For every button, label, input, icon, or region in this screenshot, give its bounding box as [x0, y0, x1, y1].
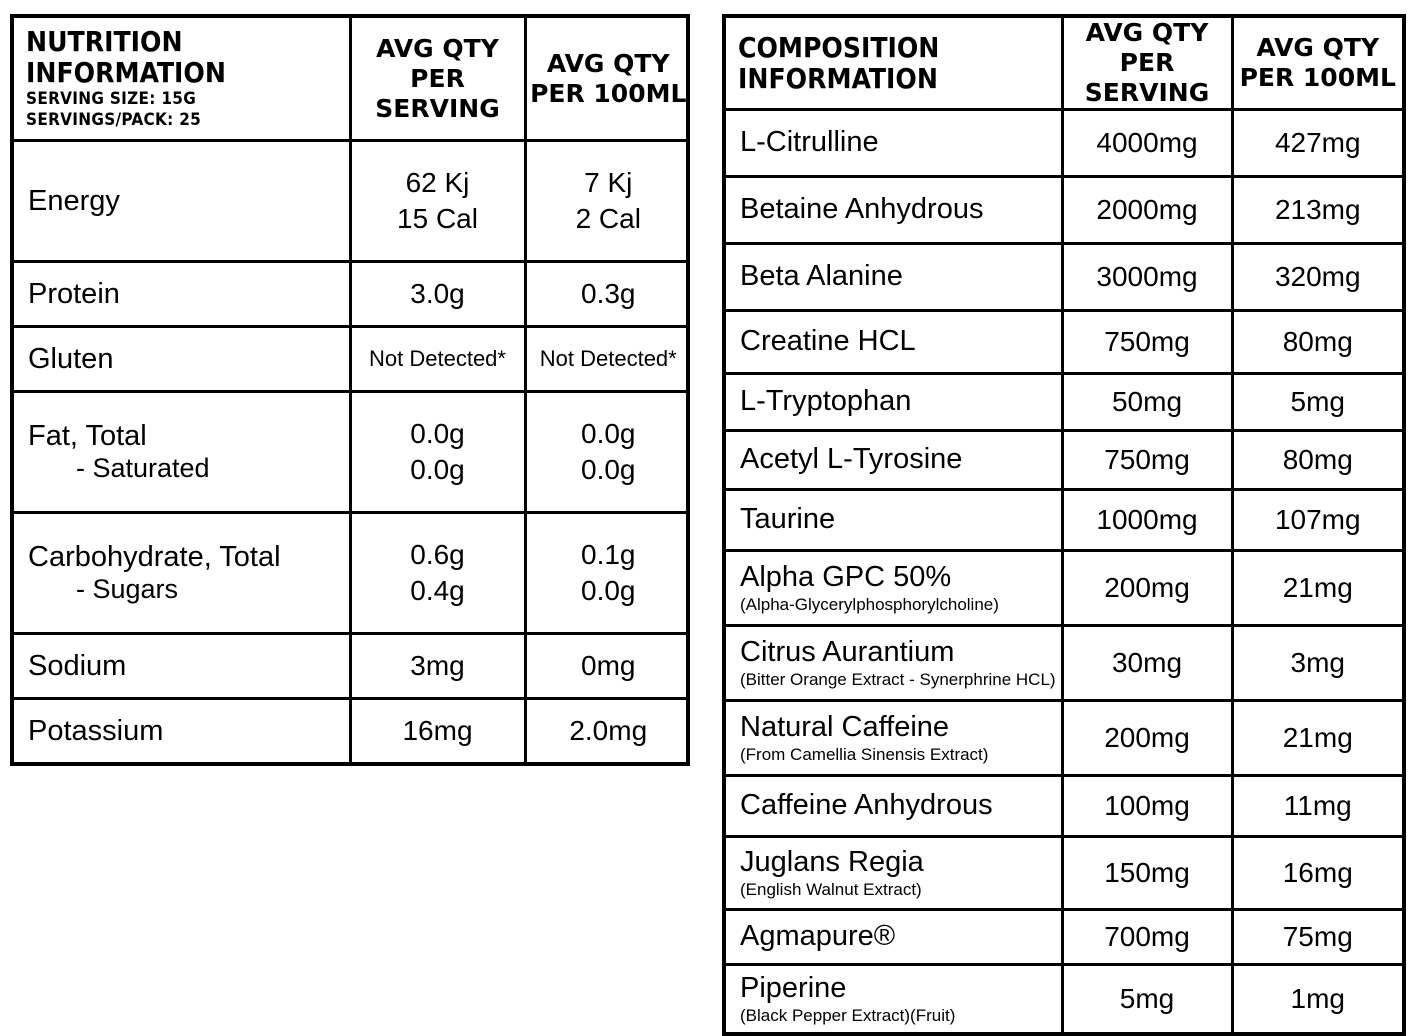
- label-line2: - Sugars: [76, 574, 179, 605]
- ingredient-name: Creatine HCL: [740, 325, 916, 358]
- ingredient-per-serving: 100mg: [1062, 776, 1232, 837]
- value-line1: 0.6g: [410, 538, 465, 570]
- nutrition-row-per-serving: 16mg: [350, 699, 525, 763]
- nutrition-row-label: Potassium: [14, 699, 350, 763]
- ingredient-per-100ml: 80mg: [1232, 311, 1402, 374]
- ingredient-per-100ml: 11mg: [1232, 776, 1402, 837]
- ingredient-per-serving: 4000mg: [1062, 110, 1232, 177]
- nutrition-row-per-100ml: [525, 141, 690, 262]
- table-row: [14, 392, 690, 513]
- composition-col-per-100ml-line1: AVG QTY: [1256, 33, 1380, 62]
- serving-size-text: SERVING SIZE: 15G: [26, 88, 197, 109]
- nutrition-col-per-serving-line2: PER SERVING: [375, 63, 500, 123]
- table-row: [14, 699, 690, 763]
- ingredient-per-serving: 5mg: [1062, 965, 1232, 1033]
- ingredient-name: Taurine: [740, 503, 836, 536]
- ingredient-note: (Alpha-Glycerylphosphorylcholine): [740, 594, 999, 614]
- table-row: [14, 634, 690, 699]
- label-line1: Fat, Total: [28, 420, 147, 453]
- ingredient-note: (From Camellia Sinensis Extract): [740, 744, 989, 764]
- ingredient-per-serving: 150mg: [1062, 837, 1232, 910]
- ingredient-per-100ml: 3mg: [1232, 626, 1402, 701]
- nutrition-row-per-100ml: Not Detected*: [525, 327, 690, 392]
- nutrition-row-per-100ml: 0.3g: [525, 262, 690, 327]
- composition-col-per-100ml: [1232, 18, 1402, 110]
- ingredient-name-cell: [726, 311, 1062, 374]
- nutrition-information-panel: [10, 14, 690, 766]
- ingredient-name-cell: [726, 776, 1062, 837]
- nutrition-row-label: Energy: [14, 141, 350, 262]
- table-row: [726, 311, 1402, 374]
- ingredient-name: Caffeine Anhydrous: [740, 789, 993, 822]
- composition-col-per-100ml-line2: PER 100ML: [1239, 63, 1396, 92]
- label-line1: Carbohydrate, Total: [28, 541, 281, 574]
- composition-col-per-serving: [1062, 18, 1232, 110]
- composition-title-cell: [726, 18, 1062, 110]
- ingredient-name-cell: [726, 177, 1062, 244]
- ingredient-name: L-Citrulline: [740, 126, 879, 159]
- nutrition-col-per-100ml: [525, 18, 690, 141]
- value-line2: 0.0g: [581, 575, 636, 607]
- ingredient-name: L-Tryptophan: [740, 385, 912, 418]
- table-row: [726, 701, 1402, 776]
- ingredient-name: Citrus Aurantium: [740, 635, 955, 668]
- ingredient-per-100ml: 1mg: [1232, 965, 1402, 1033]
- ingredient-name-cell: [726, 701, 1062, 776]
- table-row: [14, 513, 690, 634]
- nutrition-row-per-serving: 3mg: [350, 634, 525, 699]
- nutrition-title: NUTRITION INFORMATION: [26, 25, 226, 90]
- nutrition-table: [14, 18, 690, 762]
- ingredient-name-cell: [726, 626, 1062, 701]
- ingredient-note: (English Walnut Extract): [740, 879, 922, 899]
- ingredient-name: Agmapure®: [740, 920, 896, 953]
- ingredient-name-cell: [726, 490, 1062, 551]
- servings-per-pack-text: SERVINGS/PACK: 25: [26, 109, 202, 130]
- ingredient-name: Acetyl L-Tyrosine: [740, 443, 963, 476]
- table-row: [726, 837, 1402, 910]
- value-line1: 7 Kj: [584, 166, 633, 198]
- ingredient-per-100ml: 80mg: [1232, 431, 1402, 490]
- ingredient-per-100ml: 213mg: [1232, 177, 1402, 244]
- table-row: [14, 327, 690, 392]
- table-row: [14, 262, 690, 327]
- ingredient-name-cell: [726, 551, 1062, 626]
- composition-information-panel: [722, 14, 1406, 1036]
- ingredient-per-100ml: 75mg: [1232, 910, 1402, 965]
- nutrition-title-cell: [14, 18, 350, 141]
- table-row: [726, 110, 1402, 177]
- ingredient-per-serving: 1000mg: [1062, 490, 1232, 551]
- value-line2: 2 Cal: [575, 203, 641, 235]
- nutrition-row-per-serving: [350, 392, 525, 513]
- value-line2: 0.0g: [581, 454, 636, 486]
- ingredient-name-cell: [726, 965, 1062, 1033]
- nutrition-row-per-100ml: 0mg: [525, 634, 690, 699]
- ingredient-name: Natural Caffeine: [740, 710, 950, 743]
- ingredient-name: Juglans Regia: [740, 845, 924, 878]
- value-line1: 0.1g: [581, 538, 636, 570]
- nutrition-row-label: Protein: [14, 262, 350, 327]
- ingredient-name-cell: [726, 837, 1062, 910]
- ingredient-note: (Bitter Orange Extract - Synerphrine HCL): [740, 669, 1056, 689]
- ingredient-per-100ml: 21mg: [1232, 701, 1402, 776]
- table-row: [726, 551, 1402, 626]
- nutrition-row-per-serving: [350, 141, 525, 262]
- ingredient-per-100ml: 320mg: [1232, 244, 1402, 311]
- nutrition-row-per-100ml: [525, 392, 690, 513]
- nutrition-row-per-serving: Not Detected*: [350, 327, 525, 392]
- nutrition-row-per-serving: [350, 513, 525, 634]
- nutrition-row-per-100ml: [525, 513, 690, 634]
- table-row: [726, 177, 1402, 244]
- table-row: [726, 431, 1402, 490]
- table-row: [726, 490, 1402, 551]
- nutrition-col-per-serving-line1: AVG QTY: [376, 33, 499, 63]
- value-line2: 0.4g: [410, 575, 465, 607]
- composition-title-line2: INFORMATION: [738, 62, 938, 95]
- ingredient-per-serving: 30mg: [1062, 626, 1232, 701]
- ingredient-name: Betaine Anhydrous: [740, 193, 984, 226]
- composition-title-line1: COMPOSITION: [738, 30, 940, 64]
- table-row: [726, 626, 1402, 701]
- nutrition-col-per-100ml-line2: PER 100ML: [530, 78, 687, 108]
- value-line1: 0.0g: [410, 417, 465, 449]
- ingredient-name: Piperine: [740, 971, 847, 1004]
- nutrition-header-row: [14, 18, 690, 141]
- ingredient-name-cell: [726, 374, 1062, 431]
- ingredient-per-serving: 3000mg: [1062, 244, 1232, 311]
- ingredient-per-100ml: 21mg: [1232, 551, 1402, 626]
- ingredient-name: Alpha GPC 50%: [740, 560, 952, 593]
- nutrition-row-label: [14, 392, 350, 513]
- ingredient-per-serving: 750mg: [1062, 311, 1232, 374]
- table-row: [726, 965, 1402, 1033]
- ingredient-per-100ml: 16mg: [1232, 837, 1402, 910]
- ingredient-name-cell: [726, 110, 1062, 177]
- nutrition-row-per-100ml: 2.0mg: [525, 699, 690, 763]
- value-line2: 0.0g: [410, 454, 465, 486]
- value-line2: 15 Cal: [397, 203, 478, 235]
- ingredient-per-serving: 50mg: [1062, 374, 1232, 431]
- ingredient-name: Beta Alanine: [740, 260, 903, 293]
- nutrition-row-label: Gluten: [14, 327, 350, 392]
- ingredient-name-cell: [726, 910, 1062, 965]
- composition-col-per-serving-line2: PER SERVING: [1084, 48, 1210, 107]
- composition-col-per-serving-line1: AVG QTY: [1085, 18, 1209, 47]
- table-row: [726, 374, 1402, 431]
- ingredient-per-100ml: 107mg: [1232, 490, 1402, 551]
- table-row: [14, 141, 690, 262]
- value-line1: 62 Kj: [405, 166, 470, 198]
- nutrition-col-per-serving: [350, 18, 525, 141]
- nutrition-col-per-100ml-line1: AVG QTY: [546, 48, 670, 78]
- ingredient-per-serving: 200mg: [1062, 701, 1232, 776]
- ingredient-per-100ml: 427mg: [1232, 110, 1402, 177]
- table-row: [726, 910, 1402, 965]
- ingredient-note: (Black Pepper Extract)(Fruit): [740, 1005, 956, 1025]
- value-line1: 0.0g: [581, 417, 636, 449]
- nutrition-row-per-serving: 3.0g: [350, 262, 525, 327]
- nutrition-row-label: Sodium: [14, 634, 350, 699]
- composition-table: [726, 18, 1402, 1032]
- ingredient-per-serving: 2000mg: [1062, 177, 1232, 244]
- table-row: [726, 776, 1402, 837]
- composition-header-row: [726, 18, 1402, 110]
- table-row: [726, 244, 1402, 311]
- ingredient-name-cell: [726, 431, 1062, 490]
- ingredient-name-cell: [726, 244, 1062, 311]
- ingredient-per-serving: 750mg: [1062, 431, 1232, 490]
- ingredient-per-serving: 200mg: [1062, 551, 1232, 626]
- ingredient-per-serving: 700mg: [1062, 910, 1232, 965]
- label-line2: - Saturated: [76, 453, 210, 484]
- ingredient-per-100ml: 5mg: [1232, 374, 1402, 431]
- nutrition-row-label: [14, 513, 350, 634]
